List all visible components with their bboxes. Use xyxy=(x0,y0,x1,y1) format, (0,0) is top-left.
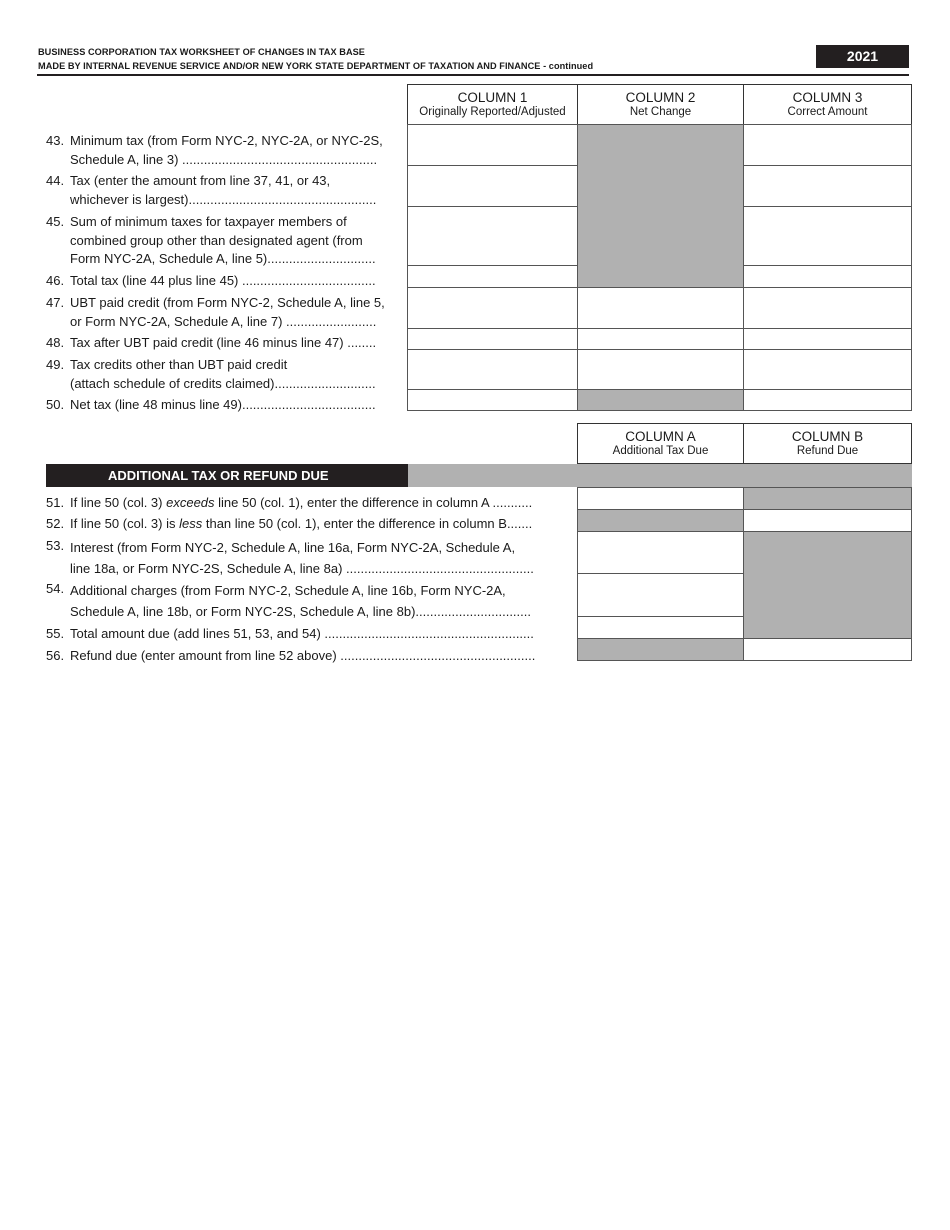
line-52-cola-shaded xyxy=(577,509,744,532)
line-48-num: 48. xyxy=(46,335,65,350)
line-46 xyxy=(46,272,402,291)
line-50-text: Net tax (line 48 minus line 49)..................................... xyxy=(70,397,376,412)
line-53-text xyxy=(70,537,534,579)
column-a-sub: Additional Tax Due xyxy=(612,445,709,457)
line-51-text-post: line 50 (col. 1), enter the difference in column A ........... xyxy=(214,495,533,510)
line-49-text-1: Tax credits other than UBT paid credit xyxy=(70,357,288,372)
column-1-name: COLUMN 1 xyxy=(457,90,528,105)
tax-year-badge: 2021 xyxy=(816,45,909,68)
line-49 xyxy=(46,356,402,394)
line-50-col2-shaded xyxy=(577,389,744,411)
column-b-sub: Refund Due xyxy=(796,445,859,457)
line-54 xyxy=(46,580,572,620)
line-47-col1-input[interactable] xyxy=(407,287,578,329)
line-47-text-1: UBT paid credit (from Form NYC-2, Schedule A, line 5, xyxy=(70,295,385,310)
line-56-num: 56. xyxy=(46,648,65,663)
column-a-name: COLUMN A xyxy=(625,429,696,444)
header-rule xyxy=(37,74,909,76)
line-44-text-1: Tax (enter the amount from line 37, 41, or 43, xyxy=(70,173,331,188)
line-44-text xyxy=(70,172,376,209)
line-48 xyxy=(46,334,402,353)
line-53 xyxy=(46,537,572,577)
line-52-text-em: less xyxy=(179,516,203,531)
line-52 xyxy=(46,515,572,534)
column-3-name: COLUMN 3 xyxy=(792,90,863,105)
line-52-colb-input[interactable] xyxy=(743,509,912,532)
line-45 xyxy=(46,213,402,269)
line-43-text-1: Minimum tax (from Form NYC-2, NYC-2A, or NYC-2S, xyxy=(70,133,383,148)
column-2-sub: Net Change xyxy=(629,106,692,118)
form-header xyxy=(38,45,593,73)
line-55-text: Total amount due (add lines 51, 53, and 54) .......................................................... xyxy=(70,626,534,641)
line-56-text: Refund due (enter amount from line 52 above) ...................................................... xyxy=(70,648,536,663)
line-49-text-2: (attach schedule of credits claimed)............................ xyxy=(70,375,376,391)
line-45-text-2: combined group other than designated agent (from xyxy=(70,232,363,248)
line-43-text xyxy=(70,132,383,169)
line-51-text xyxy=(70,494,532,513)
line-43-col1-input[interactable] xyxy=(407,124,578,166)
line-49-col2-input[interactable] xyxy=(577,349,744,390)
line-55 xyxy=(46,625,572,644)
column-1-sub: Originally Reported/Adjusted xyxy=(419,106,566,118)
line-44-col1-input[interactable] xyxy=(407,165,578,207)
line-53-cola-input[interactable] xyxy=(577,531,744,574)
line-51 xyxy=(46,494,572,513)
line-53-num: 53. xyxy=(46,538,65,553)
line-56-colb-input[interactable] xyxy=(743,638,912,661)
line-53-text-2: line 18a, or Form NYC-2S, Schedule A, line 8a) .................................................... xyxy=(70,561,534,576)
line-53-text-1: Interest (from Form NYC-2, Schedule A, line 16a, Form NYC-2A, Schedule A, xyxy=(70,540,516,555)
line-43-col3-input[interactable] xyxy=(743,124,912,166)
line-52-text xyxy=(70,515,532,534)
line-45-text-3: Form NYC-2A, Schedule A, line 5).............................. xyxy=(70,251,376,266)
line-50-num: 50. xyxy=(46,397,65,412)
line-43-num: 43. xyxy=(46,133,65,148)
line-46-col3-input[interactable] xyxy=(743,265,912,288)
line-55-cola-input[interactable] xyxy=(577,616,744,639)
line-49-col1-input[interactable] xyxy=(407,349,578,390)
column-2-name: COLUMN 2 xyxy=(625,90,696,105)
line-51-cola-input[interactable] xyxy=(577,487,744,510)
line-54-cola-input[interactable] xyxy=(577,573,744,617)
line-44 xyxy=(46,172,402,210)
line-47-num: 47. xyxy=(46,295,65,310)
line-46-col1-input[interactable] xyxy=(407,265,578,288)
column-2-shaded-block xyxy=(577,124,744,288)
line-44-text-2: whichever is largest).................................................... xyxy=(70,191,377,207)
line-43-text-2: Schedule A, line 3) ...................................................... xyxy=(70,151,378,167)
line-45-col3-input[interactable] xyxy=(743,206,912,266)
line-56 xyxy=(46,647,572,666)
line-51-num: 51. xyxy=(46,495,65,510)
line-48-col2-input[interactable] xyxy=(577,328,744,350)
line-47-col3-input[interactable] xyxy=(743,287,912,329)
line-54-text xyxy=(70,580,531,622)
line-51-colb-shaded xyxy=(743,487,912,510)
line-46-num: 46. xyxy=(46,273,65,288)
line-50-col3-input[interactable] xyxy=(743,389,912,411)
line-43 xyxy=(46,132,402,170)
line-46-text: Total tax (line 44 plus line 45) ..................................... xyxy=(70,273,376,288)
header-line-2: MADE BY INTERNAL REVENUE SERVICE AND/OR NEW YORK STATE DEPARTMENT OF TAXATION AND FINANCE - continued xyxy=(38,61,594,71)
line-45-text xyxy=(70,213,376,269)
line-51-text-pre: If line 50 (col. 3) xyxy=(70,495,167,510)
line-48-col1-input[interactable] xyxy=(407,328,578,350)
line-52-text-post: than line 50 (col. 1), enter the difference in column B....... xyxy=(202,516,533,531)
column-1-header xyxy=(407,84,578,125)
line-47 xyxy=(46,294,402,332)
column-3-header xyxy=(743,84,912,125)
line-51-text-em: exceeds xyxy=(166,495,215,510)
lines-53-55-colb-shaded xyxy=(743,531,912,639)
section-banner-shade xyxy=(408,464,912,487)
column-2-header xyxy=(577,84,744,125)
line-49-col3-input[interactable] xyxy=(743,349,912,390)
line-52-num: 52. xyxy=(46,516,65,531)
header-line-1: BUSINESS CORPORATION TAX WORKSHEET OF CHANGES IN TAX BASE xyxy=(38,47,365,57)
column-3-sub: Correct Amount xyxy=(787,106,868,118)
line-48-text: Tax after UBT paid credit (line 46 minus line 47) ........ xyxy=(70,335,377,350)
column-a-header xyxy=(577,423,744,464)
line-54-text-2: Schedule A, line 18b, or Form NYC-2S, Schedule A, line 8b)................................ xyxy=(70,604,531,619)
column-b-header xyxy=(743,423,912,464)
line-50 xyxy=(46,396,402,415)
line-52-text-pre: If line 50 (col. 3) is xyxy=(70,516,180,531)
line-44-col3-input[interactable] xyxy=(743,165,912,207)
line-45-num: 45. xyxy=(46,214,65,229)
line-44-num: 44. xyxy=(46,173,65,188)
line-47-text-2: or Form NYC-2A, Schedule A, line 7) ......................... xyxy=(70,313,377,329)
line-54-num: 54. xyxy=(46,581,65,596)
line-49-num: 49. xyxy=(46,357,65,372)
line-49-text xyxy=(70,356,376,393)
line-56-cola-shaded xyxy=(577,638,744,661)
line-45-col1-input[interactable] xyxy=(407,206,578,266)
line-50-col1-input[interactable] xyxy=(407,389,578,411)
section-title-additional-tax: ADDITIONAL TAX OR REFUND DUE xyxy=(46,464,408,487)
line-48-col3-input[interactable] xyxy=(743,328,912,350)
line-45-text-1: Sum of minimum taxes for taxpayer members of xyxy=(70,214,347,229)
line-54-text-1: Additional charges (from Form NYC-2, Schedule A, line 16b, Form NYC-2A, xyxy=(70,583,506,598)
line-47-text xyxy=(70,294,385,331)
line-55-num: 55. xyxy=(46,626,65,641)
column-b-name: COLUMN B xyxy=(791,429,864,444)
line-47-col2-input[interactable] xyxy=(577,287,744,329)
